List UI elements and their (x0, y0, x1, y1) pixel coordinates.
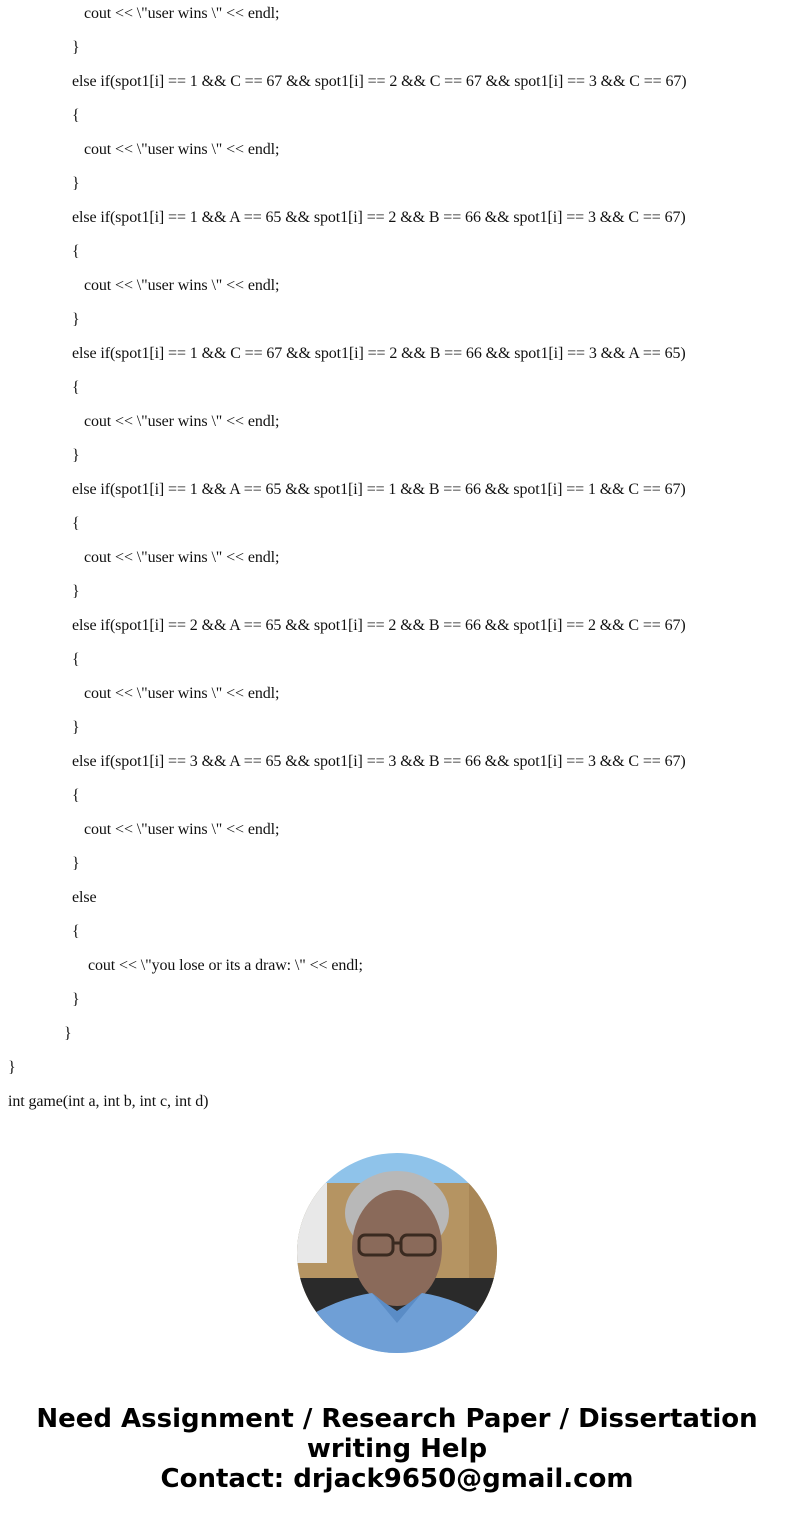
code-line: else if(spot1[i] == 1 && A == 65 && spot1[i] == 2 && B == 66 && spot1[i] == 3 && C == 67) (72, 209, 686, 226)
code-line: { (72, 379, 80, 396)
code-line: cout << \"user wins \" << endl; (84, 141, 280, 158)
code-line: { (72, 923, 80, 940)
promo-line-2: writing Help (306, 1434, 488, 1464)
code-line: } (72, 855, 80, 872)
promo-contact: Contact: drjack9650@gmail.com (160, 1464, 634, 1494)
code-line: { (72, 107, 80, 124)
code-line: { (72, 243, 80, 260)
author-avatar (297, 1153, 497, 1353)
code-line: else if(spot1[i] == 1 && C == 67 && spot1[i] == 2 && C == 67 && spot1[i] == 3 && C == 67) (72, 73, 687, 90)
code-line: } (72, 39, 80, 56)
code-line: cout << \"you lose or its a draw: \" << endl; (88, 957, 363, 974)
code-line: cout << \"user wins \" << endl; (84, 821, 280, 838)
promo-line-1: Need Assignment / Research Paper / Dissertation (36, 1404, 758, 1434)
code-line: cout << \"user wins \" << endl; (84, 549, 280, 566)
code-line: else if(spot1[i] == 3 && A == 65 && spot1[i] == 3 && B == 66 && spot1[i] == 3 && C == 67) (72, 753, 686, 770)
code-line: } (8, 1059, 16, 1076)
code-line: { (72, 515, 80, 532)
code-line: cout << \"user wins \" << endl; (84, 413, 280, 430)
code-line: cout << \"user wins \" << endl; (84, 5, 280, 22)
code-line: } (72, 175, 80, 192)
code-line: { (72, 787, 80, 804)
portrait-image (297, 1153, 497, 1353)
code-line: } (72, 991, 80, 1008)
code-line: } (72, 447, 80, 464)
code-line: else if(spot1[i] == 1 && C == 67 && spot1[i] == 2 && B == 66 && spot1[i] == 3 && A == 65) (72, 345, 686, 362)
code-line: else (72, 889, 97, 906)
code-line: } (72, 311, 80, 328)
code-line: else if(spot1[i] == 1 && A == 65 && spot1[i] == 1 && B == 66 && spot1[i] == 1 && C == 67) (72, 481, 686, 498)
code-line: cout << \"user wins \" << endl; (84, 277, 280, 294)
code-line: else if(spot1[i] == 2 && A == 65 && spot1[i] == 2 && B == 66 && spot1[i] == 2 && C == 67) (72, 617, 686, 634)
code-line: int game(int a, int b, int c, int d) (8, 1093, 209, 1110)
code-line: } (72, 583, 80, 600)
code-line: cout << \"user wins \" << endl; (84, 685, 280, 702)
code-line: } (64, 1025, 72, 1042)
promo-banner (0, 1404, 794, 1494)
code-line: } (72, 719, 80, 736)
code-line: { (72, 651, 80, 668)
